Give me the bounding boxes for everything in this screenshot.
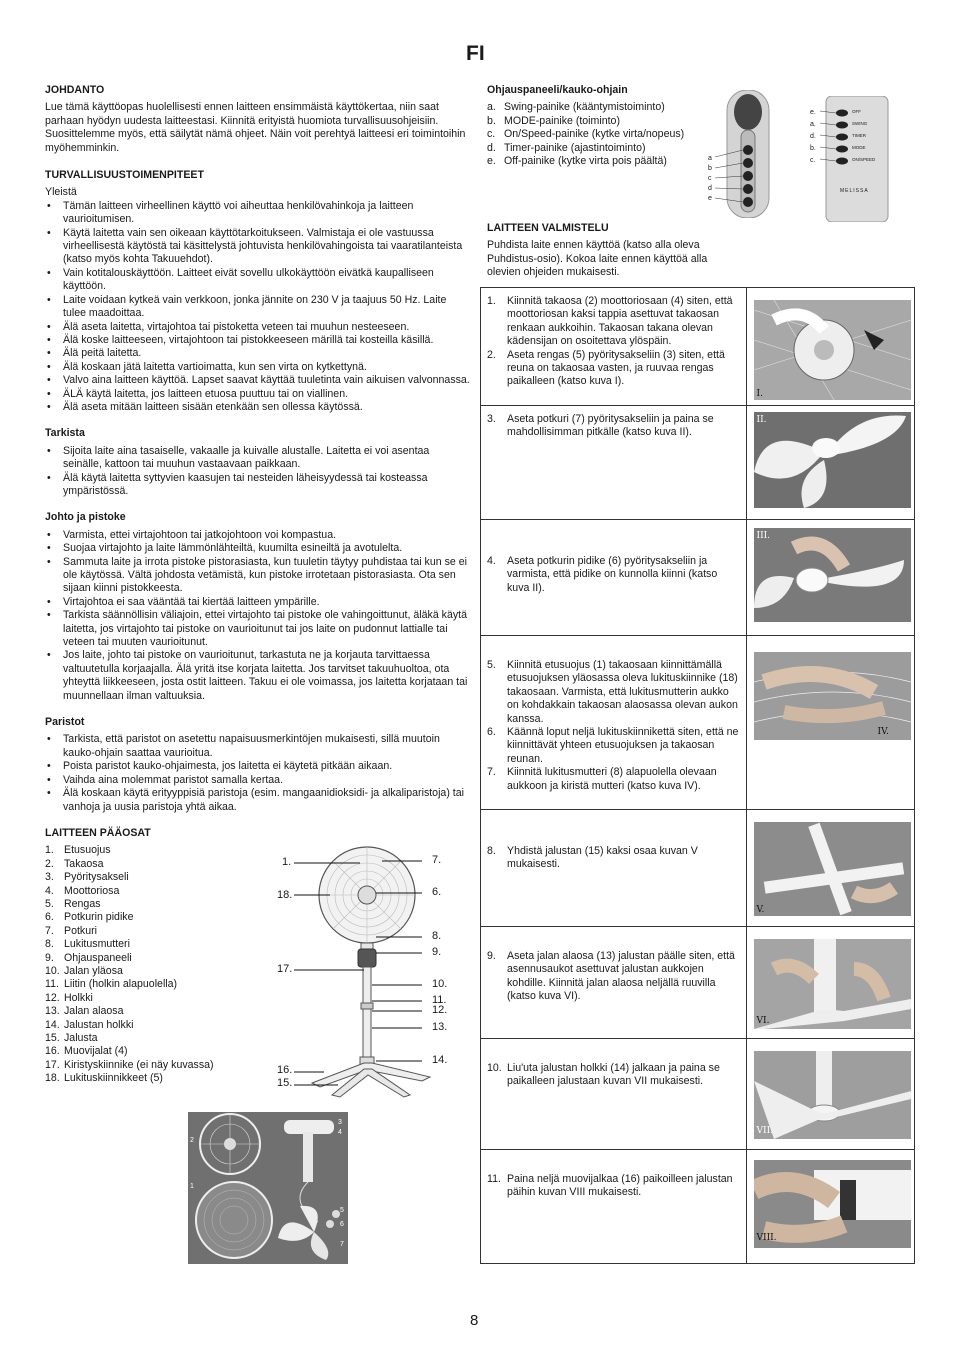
- preparation-section: [487, 222, 717, 280]
- step-item: [487, 726, 740, 766]
- step-photo-illustration: [754, 412, 911, 508]
- list-item: • Suojaa virtajohto ja laite lämmönlähteiltä, kuumilta esineiltä ja avotulelta.: [45, 542, 470, 555]
- item-number: 12.: [45, 991, 60, 1004]
- list-item: • Virtajohtoa ei saa vääntää tai kiertää laitteen ympärille.: [45, 596, 470, 609]
- step-text: Paina neljä muovijalkaa (16) paikoilleen jalustan päihin kuvan VIII mukaisesti.: [507, 1173, 733, 1199]
- step-text: Liu'uta jalustan holkki (14) jalkaan ja paina se paikalleen jalustaan kuvan VII mukaisesti.: [507, 1062, 720, 1088]
- remote-control-image: [806, 96, 896, 222]
- item-number: 3.: [45, 871, 54, 884]
- photo-label-6: 6: [340, 1221, 344, 1228]
- step-number: 3.: [487, 413, 496, 425]
- list-item: • Vaihda aina molemmat paristot samalla kertaa.: [45, 774, 470, 787]
- diagram-label-11: 11.: [432, 994, 447, 1006]
- step-photo-illustration: [754, 1160, 911, 1248]
- intro-text: Lue tämä käyttöopas huolellisesti ennen laitteen ensimmäistä käyttökertaa, niin saat parhaan hyödyn uudesta laitteestasi. Kiinnitä erityistä huomiota turvallisuusohjeisiin. Suosittelemme myös, että säilytät nämä ohjeet. Näin voit perehtyä laitteesi eri toimintoihin myöhemminkin.: [45, 101, 466, 154]
- diagram-label-8: 8.: [432, 930, 442, 942]
- list-item: [45, 858, 260, 871]
- diagram-label-1: 1.: [282, 856, 292, 868]
- item-number: 5.: [45, 897, 54, 910]
- step-image-cell: [746, 636, 914, 810]
- step-photo-illustration: [754, 1051, 911, 1139]
- list-item: • Tarkista, että paristot on asetettu napaisuusmerkintöjen mukaisesti, sillä muutoin kauko-ohjain saattaa vaurioitua.: [45, 733, 470, 760]
- list-item: [487, 155, 717, 168]
- step-photo-label: VII.: [756, 1126, 773, 1136]
- item-text: Lukituskiinnikkeet (5): [64, 1072, 163, 1085]
- step-image-cell: [746, 810, 914, 927]
- remote-letter-d: d.: [810, 133, 816, 140]
- step-text: Yhdistä jalustan (15) kaksi osaa kuvan V mukaisesti.: [507, 845, 698, 871]
- item-text: Off-painike (kytke virta pois päältä): [504, 155, 667, 168]
- list-item: [45, 1019, 260, 1032]
- control-panel-section: [487, 84, 717, 168]
- list-item: [45, 952, 260, 965]
- step-number: 5.: [487, 659, 496, 671]
- list-item: [45, 885, 260, 898]
- list-item: [45, 965, 260, 978]
- item-text: Potkurin pidike: [64, 911, 134, 924]
- photo-label-2: 2: [190, 1137, 194, 1144]
- step-number: 8.: [487, 845, 496, 857]
- remote-button-swing-label: SWING: [852, 121, 868, 126]
- list-item: • Käytä laitetta vain sen oikeaan käyttötarkoitukseen. Valmistaja ei ole vastuussa virheellisestä käytöstä tai käsittelystä johtuvista henkilövahingoista tai vaaratilanteista (katso myös kohta Takuuehdot).: [45, 227, 470, 267]
- photo-label-5: 5: [340, 1207, 344, 1214]
- remote-button-mode-label: MODE: [852, 145, 866, 150]
- list-item: [45, 1032, 260, 1045]
- step-text: Aseta rengas (5) pyöritysakseliin (3) siten, että reuna on takaosaa vasten, ja ruuvaa rengas paikalleen (katso kuva I).: [507, 348, 725, 388]
- item-text: Jalusta: [64, 1032, 98, 1044]
- control-list: [487, 101, 717, 168]
- diagram-label-14: 14.: [432, 1054, 448, 1066]
- step-text-cell: [481, 810, 747, 927]
- item-text: Rengas: [64, 897, 101, 910]
- list-item: • Älä aseta mitään laitteen sisään etenkään sen ollessa käytössä.: [45, 401, 470, 414]
- diagram-label-17: 17.: [277, 963, 293, 975]
- list-item: [45, 978, 260, 991]
- language-code: FI: [466, 42, 485, 65]
- step-text: Käännä loput neljä lukituskiinnikettä siten, että ne kiinnittävät yhteen etusuojuksen ja takaosan reunan.: [507, 726, 739, 765]
- step-number: 1.: [487, 295, 496, 307]
- item-text: Ohjauspaneeli: [64, 951, 132, 964]
- step-item: [487, 950, 740, 1004]
- item-number: 1.: [45, 844, 54, 857]
- photo-label-7: 7: [340, 1241, 344, 1248]
- step-photo-label: IV.: [877, 727, 889, 737]
- remote-letter-a: a.: [810, 121, 816, 128]
- assembly-step-row: [481, 810, 915, 927]
- list-item: [45, 938, 260, 951]
- step-text: Aseta jalan alaosa (13) jalustan päälle siten, että asennusaukot asettuvat jalustan aukkojen kohdille. Kiinnitä jalan alaosa neljällä ruuvilla (katso kuva VI).: [507, 950, 735, 1003]
- step-text: Kiinnitä lukitusmutteri (8) alapuolella olevaan aukkoon ja kiristä mutteri (katso kuva IV).: [507, 766, 717, 792]
- panel-letter-e: e: [708, 195, 712, 202]
- safety-general-label: Yleistä: [45, 186, 77, 199]
- step-image-cell: [746, 520, 914, 636]
- item-text: Timer-painike (ajastintoiminto): [504, 141, 646, 154]
- photo-label-4: 4: [338, 1129, 342, 1136]
- step-number: 7.: [487, 766, 496, 779]
- step-photo-illustration: [754, 300, 911, 400]
- prep-text: Puhdista laite ennen käyttöä (katso alla oleva Puhdistus-osio). Kokoa laite ennen käyttöä alla olevien ohjeiden mukaisesti.: [487, 239, 708, 279]
- list-item: [45, 1045, 260, 1058]
- step-text: Kiinnitä etusuojus (1) takaosaan kiinnittämällä etusuojuksen yläosassa oleva lukituskiinnike (18) takaosaan. Varmista, että lukitusmutterin aukko on kohdakkain takaosan alaosassa olevan aukon kanssa.: [507, 659, 738, 725]
- remote-button-off-label: OFF: [852, 109, 861, 114]
- intro-title: JOHDANTO: [45, 84, 105, 96]
- step-item: [487, 295, 740, 349]
- step-photo-illustration: [754, 822, 911, 916]
- step-image-cell: [746, 1039, 914, 1150]
- item-text: MODE-painike (toiminto): [504, 114, 620, 127]
- item-text: On/Speed-painike (kytke virta/nopeus): [504, 128, 685, 141]
- step-photo-illustration: [754, 528, 911, 622]
- list-item: • Vain kotitalouskäyttöön. Laitteet eivät sovellu ulkokäyttöön eivätkä kaupalliseen käyttöön.: [45, 267, 470, 294]
- battery-title: Paristot: [45, 716, 85, 729]
- step-text: Kiinnitä takaosa (2) moottoriosaan (4) siten, että moottoriosan kaksi tappia asettuvat takaosan renkaan aukkoihin. Takaosan takana olevan kädensijan on osoitettava ylöspäin.: [507, 295, 733, 348]
- item-text: Swing-painike (kääntymistoiminto): [504, 101, 665, 114]
- step-number: 4.: [487, 555, 496, 567]
- step-number: 6.: [487, 726, 496, 739]
- diagram-label-12: 12.: [432, 1004, 448, 1016]
- list-item: • Älä koske laitteeseen, virtajohtoon tai pistokkeeseen märillä tai kosteilla käsillä.: [45, 334, 470, 347]
- item-text: Liitin (holkin alapuolella): [64, 978, 178, 991]
- assembly-step-row: [481, 1039, 915, 1150]
- remote-letter-b: b.: [810, 145, 816, 152]
- item-number: e.: [487, 155, 496, 168]
- step-number: 11.: [487, 1173, 501, 1185]
- item-number: 13.: [45, 1005, 60, 1018]
- panel-letter-c: c: [708, 175, 712, 182]
- item-number: 8.: [45, 938, 54, 951]
- item-text: Kiristyskiinnike (ei näy kuvassa): [64, 1058, 214, 1071]
- step-item: [487, 555, 740, 595]
- assembly-step-row: [481, 520, 915, 636]
- item-text: Etusuojus: [64, 844, 111, 857]
- step-image-cell: [746, 406, 914, 520]
- diagram-label-6: 6.: [432, 886, 442, 898]
- assembly-steps-table: [480, 287, 915, 1264]
- step-text: Aseta potkuri (7) pyöritysakseliin ja paina se mahdollisimman pitkälle (katso kuva II).: [507, 413, 714, 439]
- item-text: Jalustan holkki: [64, 1018, 134, 1031]
- list-item: • Älä koskaan käytä erityyppisiä paristoja (esim. mangaanidioksidi- ja alkaliparistoja) tai vanhoja ja uusia paristoja yhtä aikaa.: [45, 787, 470, 814]
- list-item: [45, 898, 260, 911]
- battery-list: [45, 733, 470, 813]
- list-item: [45, 911, 260, 924]
- remote-letter-c: c.: [810, 157, 816, 164]
- control-panel-image: [705, 90, 775, 218]
- item-number: 17.: [45, 1058, 60, 1071]
- list-item: • Älä käytä laitetta syttyvien kaasujen tai nesteiden läheisyydessä tai kosteassa ympäristössä.: [45, 472, 470, 499]
- safety-general-list: [45, 200, 470, 415]
- diagram-label-16: 16.: [277, 1064, 293, 1076]
- list-item: [487, 142, 717, 155]
- list-item: • Jos laite, johto tai pistoke on vaurioitunut, tarkastuta ne ja korjauta tarvittaessa valtuutetulla korjaajalla. Älä yritä itse korjata laitetta. Jos tarvitset takuuhuoltoa, ota yhteyttä liikkeeseen, josta ostit laitteen. Takuu ei ole voimassa, jos laitetta korjataan tai muunnellaan ilman valtuuksia.: [45, 649, 470, 703]
- list-item: • Älä peitä laitetta.: [45, 347, 470, 360]
- step-item: [487, 766, 740, 793]
- item-number: 2.: [45, 857, 54, 870]
- remote-letter-e: e.: [810, 109, 816, 116]
- photo-label-3: 3: [338, 1119, 342, 1126]
- diagram-label-10: 10.: [432, 978, 448, 990]
- assembly-step-row: [481, 288, 915, 406]
- check-list: [45, 445, 470, 499]
- step-image-cell: [746, 927, 914, 1039]
- step-photo-label: III.: [756, 531, 771, 541]
- list-item: [487, 101, 717, 114]
- step-image-cell: [746, 1150, 914, 1264]
- photo-label-1: 1: [190, 1183, 194, 1190]
- list-item: • Tämän laitteen virheellinen käyttö voi aiheuttaa henkilövahinkoja ja laitteen vaurioitumisen.: [45, 200, 470, 227]
- control-panel-illustration: [705, 90, 775, 218]
- list-item: • Valvo aina laitteen käyttöä. Lapset saavat käyttää tuuletinta vain aikuisen valvonnassa.: [45, 374, 470, 387]
- list-item: • Sammuta laite ja irrota pistoke pistorasiasta, kun tuuletin täytyy puhdistaa tai kun se ei ole käytössä. Vältä johdosta vetämistä, kun pistoke irrotetaan pistorasiasta. Ota sen sijaan kiinni pistokkeesta.: [45, 556, 470, 596]
- check-title: Tarkista: [45, 427, 85, 440]
- list-item: • Poista paristot kauko-ohjaimesta, jos laitetta ei käytetä pitkään aikaan.: [45, 760, 470, 773]
- panel-letter-a: a: [708, 155, 712, 162]
- item-number: 18.: [45, 1072, 60, 1085]
- step-photo-label: II.: [756, 415, 767, 425]
- list-item: • Älä aseta laitetta, virtajohtoa tai pistoketta veteen tai muuhun nesteeseen.: [45, 321, 470, 334]
- diagram-label-7: 7.: [432, 854, 442, 866]
- list-item: • Tarkista säännöllisin väliajoin, ettei virtajohto tai pistoke ole vahingoittunut, äläkä käytä laitetta, jos virtajohto tai pistoke on vaurioitunut tai jos laite on pudonnut lattialle tai veteen tai muuten vaurioitunut.: [45, 609, 470, 649]
- item-text: Muovijalat (4): [64, 1045, 128, 1058]
- item-number: d.: [487, 141, 496, 154]
- step-photo-label: V.: [756, 905, 765, 915]
- assembly-step-row: [481, 927, 915, 1039]
- step-number: 9.: [487, 950, 496, 962]
- fan-parts-diagram: [272, 845, 472, 1105]
- item-number: 10.: [45, 964, 60, 977]
- list-item: • Älä koskaan jätä laitetta vartioimatta, kun sen virta on kytkettynä.: [45, 361, 470, 374]
- assembly-step-row: [481, 636, 915, 810]
- list-item: [45, 871, 260, 884]
- list-item: [45, 1005, 260, 1018]
- step-photo: [754, 939, 911, 1029]
- step-text-cell: [481, 288, 747, 406]
- item-number: c.: [487, 128, 496, 141]
- step-photo: [754, 652, 911, 740]
- page-number: 8: [470, 1312, 479, 1329]
- list-item: [45, 1072, 260, 1085]
- list-item: [487, 115, 717, 128]
- list-item: [45, 992, 260, 1005]
- item-text: Jalan alaosa: [64, 1005, 124, 1018]
- step-text-cell: [481, 520, 747, 636]
- item-text: Lukitusmutteri: [64, 938, 130, 951]
- item-number: 16.: [45, 1045, 60, 1058]
- step-item: [487, 349, 740, 389]
- step-number: 10.: [487, 1062, 502, 1074]
- diagram-label-13: 13.: [432, 1021, 448, 1033]
- step-item: [487, 659, 740, 726]
- control-title: Ohjauspaneeli/kauko-ohjain: [487, 84, 628, 96]
- step-item: [487, 845, 740, 872]
- step-photo-label: I.: [756, 389, 763, 399]
- cord-list: [45, 529, 470, 703]
- safety-title: TURVALLISUUSTOIMENPITEET: [45, 169, 204, 182]
- item-text: Pyöritysakseli: [64, 871, 129, 884]
- parts-title: LAITTEEN PÄÄOSAT: [45, 826, 151, 839]
- step-item: [487, 1173, 740, 1200]
- item-text: Potkuri: [64, 924, 97, 937]
- diagram-label-9: 9.: [432, 946, 442, 958]
- step-photo: [754, 412, 911, 508]
- step-text-cell: [481, 927, 747, 1039]
- prep-title: LAITTEEN VALMISTELU: [487, 222, 609, 234]
- step-photo: [754, 1051, 911, 1139]
- panel-letter-d: d: [708, 185, 712, 192]
- item-number: 4.: [45, 884, 54, 897]
- step-photo-label: VIII.: [756, 1233, 777, 1243]
- parts-photo: [188, 1112, 348, 1264]
- step-photo: [754, 822, 911, 916]
- step-text-cell: [481, 406, 747, 520]
- list-item: • Sijoita laite aina tasaiselle, vakaalle ja kuivalle alustalle. Laitetta ei voi asentaa seinälle, kattoon tai muuhun vastaavaan paikkaan.: [45, 445, 470, 472]
- step-image-cell: [746, 288, 914, 406]
- parts-photo-illustration: [188, 1112, 348, 1264]
- item-number: 7.: [45, 924, 54, 937]
- parts-list: [45, 844, 260, 1085]
- list-item: [45, 1059, 260, 1072]
- item-number: 14.: [45, 1018, 60, 1031]
- item-number: a.: [487, 101, 496, 114]
- remote-brand: MELISSA: [840, 188, 869, 194]
- step-photo-illustration: [754, 939, 911, 1029]
- step-photo: [754, 528, 911, 622]
- assembly-step-row: [481, 406, 915, 520]
- item-number: 9.: [45, 951, 54, 964]
- panel-letter-b: b: [708, 165, 712, 172]
- item-number: 15.: [45, 1032, 60, 1044]
- step-photo: [754, 1160, 911, 1248]
- list-item: • Varmista, ettei virtajohtoon tai jatkojohtoon voi kompastua.: [45, 529, 470, 542]
- step-photo-label: VI.: [756, 1016, 770, 1026]
- item-text: Takaosa: [64, 857, 104, 870]
- step-photo: [754, 300, 911, 400]
- step-text: Aseta potkurin pidike (6) pyöritysakseliin ja varmista, että pidike on kunnolla kiinni (katso kuva II).: [507, 555, 718, 594]
- step-number: 2.: [487, 348, 496, 361]
- assembly-step-row: [481, 1150, 915, 1264]
- remote-button-onspeed-label: ON/SPEED: [852, 157, 876, 162]
- item-text: Jalan yläosa: [64, 964, 123, 977]
- remote-button-timer-label: TIMER: [852, 133, 866, 138]
- step-text-cell: [481, 1150, 747, 1264]
- list-item: [487, 128, 717, 141]
- step-text-cell: [481, 636, 747, 810]
- step-text-cell: [481, 1039, 747, 1150]
- list-item: • ÄLÄ käytä laitetta, jos laitteen etuosa puuttuu tai on viallinen.: [45, 388, 470, 401]
- list-item: [45, 844, 260, 857]
- item-number: 11.: [45, 978, 59, 991]
- list-item: [45, 925, 260, 938]
- step-item: [487, 1062, 740, 1089]
- cord-title: Johto ja pistoke: [45, 511, 126, 524]
- diagram-label-18: 18.: [277, 889, 293, 901]
- item-number: b.: [487, 114, 496, 127]
- list-item: • Laite voidaan kytkeä vain verkkoon, jonka jännite on 230 V ja taajuus 50 Hz. Laite tulee maadoittaa.: [45, 294, 470, 321]
- item-text: Moottoriosa: [64, 884, 120, 897]
- diagram-label-15: 15.: [277, 1077, 293, 1089]
- step-item: [487, 413, 740, 440]
- remote-illustration: [806, 96, 896, 222]
- item-number: 6.: [45, 911, 54, 924]
- item-text: Holkki: [64, 991, 93, 1004]
